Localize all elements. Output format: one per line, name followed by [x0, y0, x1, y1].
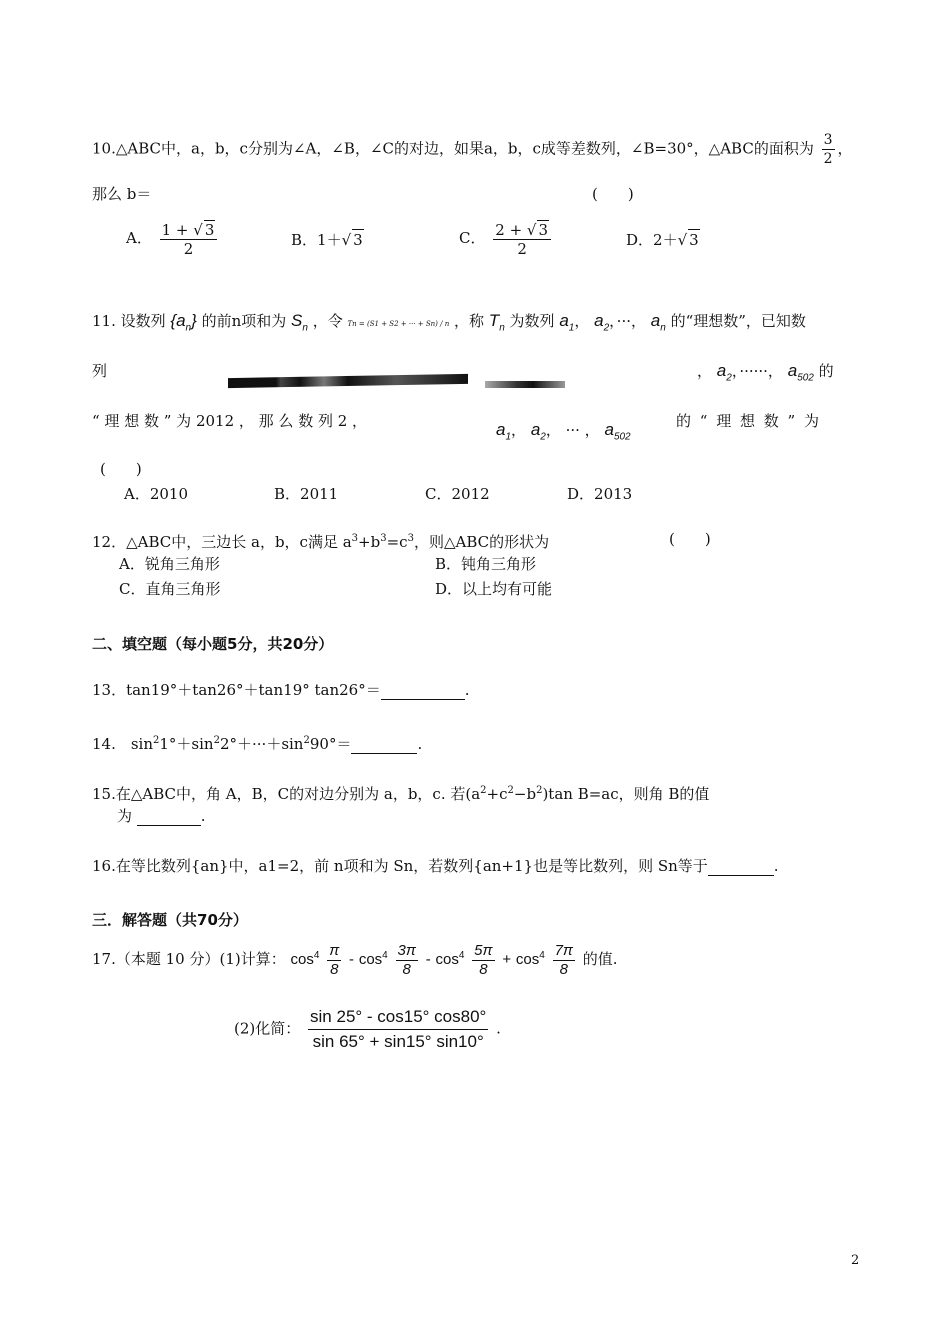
q10-line2: 那么 b＝ [92, 185, 152, 203]
q10-option-a: A． $\frac{1 + √ 3}{2}$ [126, 220, 220, 258]
q11-line3: “ 理 想 数 ” 为 2012 ， 那 么 数 列 2 ， [92, 412, 368, 430]
q13-blank [381, 685, 465, 700]
section-2-heading: 二、填空题（每小题5分，共20分） [92, 635, 334, 653]
q12-option-c: C．直角三角形 [119, 580, 221, 598]
q10-paren: ( ) [592, 185, 634, 203]
q10-text: 10.△ABC中，a，b，c分别为∠A，∠B，∠C的对边，如果a，b，c成等差数列，∠B=30°，△ABC的面积为 [92, 139, 814, 158]
q12-option-a: A．锐角三角形 [119, 555, 220, 573]
q15-blank [137, 811, 201, 826]
q12-line1: 12．△ABC中，三边长 a，b，c满足 $a^3+b^3=c^3$，则△ABC的形状为 [92, 533, 550, 551]
q10-option-b: B．1＋√ 3 [291, 231, 363, 249]
q14-blank [351, 739, 417, 754]
q11-line1: 11. 设数列 $\{a_n\}$ 的前n项和为 $S_n$ ，令 Tn = (S1 + S2 + ··· + Sn) / n ，称 $T_n$ 为数列 $a_1$， $a_2$，···， $a_n$ 的“理想数”，已知数 [92, 311, 806, 334]
scan-artifact-2 [485, 381, 565, 388]
q11-line2-start: 列 [92, 362, 108, 380]
tn-formula: Tn = (S1 + S2 + ··· + Sn) / n [347, 320, 450, 328]
q11-paren: ( ) [100, 460, 142, 478]
q12-option-d: D．以上均有可能 [435, 580, 553, 598]
q12-paren: ( ) [669, 530, 711, 548]
scan-artifact [228, 374, 468, 388]
q16-blank [708, 861, 774, 876]
q10-line1: 10.△ABC中，a，b，c分别为∠A，∠B，∠C的对边，如果a，b，c成等差数列，∠B=30°，△ABC的面积为 $\frac{3}{2}$ ， [92, 132, 853, 167]
q14: 14. $\sin^21^\circ+\sin^22^\circ+\cdot\cdot\cdot+\sin^290^\circ=$ . [92, 735, 423, 753]
q11-option-b: B．2011 [274, 485, 339, 503]
q17-part2: (2)化简： $\frac{\sin 25^\circ - \cos 15^\circ \cos 80^\circ}{\sin 65^\circ + \sin 15^\circ \sin 10^\circ}$ . [234, 1005, 501, 1054]
q11-line3-end: 的 “ 理 想 数 ” 为 [676, 412, 821, 430]
q11-option-a: A．2010 [124, 485, 189, 503]
q11-option-d: D．2013 [567, 485, 633, 503]
q15-line1: 15.在△ABC中，角 A，B，C的对边分别为 a，b，c. 若$(a^2+c^2-b^2)\tan$ B=ac，则角 B的值 [92, 785, 710, 803]
area-fraction: $\frac{3}{2}$ [823, 132, 833, 167]
q16: 16.在等比数列{an}中，a1=2，前 n项和为 Sn，若数列{an+1}也是等比数列，则 Sn等于 . [92, 857, 779, 875]
q10-option-d: D．2＋√ 3 [626, 231, 699, 249]
q11-line2-end: ， $a_2$，······， $a_{502}$ 的 [697, 361, 834, 384]
q10-option-c: C． $\frac{2 + √ 3}{2}$ [459, 220, 554, 258]
q13: 13．tan19°＋tan26°＋tan19° tan26°＝ . [92, 681, 470, 699]
q11-line3-seq: $a_1$， $a_2$， ··· ， $a_{502}$ [496, 420, 631, 443]
section-3-heading: 三．解答题（共70分） [92, 911, 248, 929]
q12-option-b: B．钝角三角形 [435, 555, 537, 573]
page-number: 2 [851, 1253, 860, 1268]
q17-part1: 17.（本题 10 分）(1)计算： $\cos^4$ $\frac{\pi}{8}$ - $\cos^4$ $\frac{3\pi}{8}$ - $\cos^4$ $\frac{5\pi}{8}$ + $\cos^4$ $\frac{7\pi}{8}$ 的值. [92, 941, 618, 978]
q11-option-c: C．2012 [425, 485, 490, 503]
simplify-fraction: $\frac{\sin 25^\circ - \cos 15^\circ \cos 80^\circ}{\sin 65^\circ + \sin 15^\circ \sin 10^\circ}$ [310, 1007, 487, 1051]
q15-line2: 为 . [117, 807, 206, 825]
